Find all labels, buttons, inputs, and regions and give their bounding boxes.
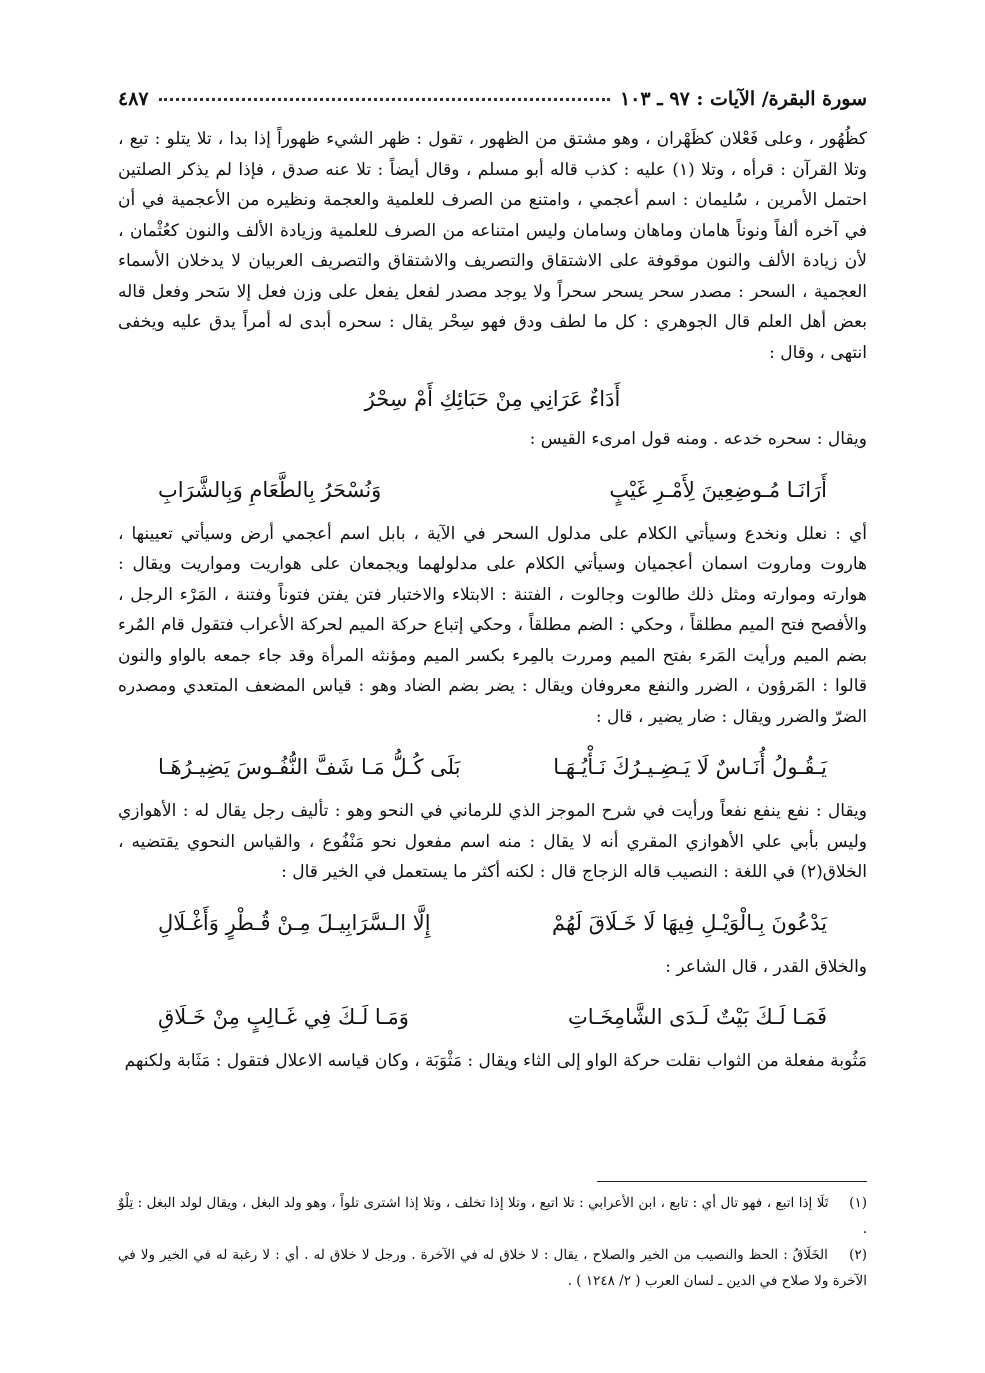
paragraph-1: كظُهُور ، وعلى فَعْلان كظَهْران ، وهو مشتق من الظهور ، تقول : ظهر الشيء ظهوراً إذا بدا ، تلا يتلو : تبع ، وتلا القرآن : قرأه ، وتلا (١) عليه : كذب قاله أبو مسلم ، وقال أيضاً : تلا عنه صدق ، فإذا لم يذكر الصلتين احتمل الأمرين ، سُليمان : اسم أعجمي ، وامتنع من الصرف للعلمية والعجمة ونظيره من الأعجمية في أن في آخره ألفاً ونوناً هامان وماهان وسامان وليس امتناعه من الصرف للعلمية وزيادة الألف والنون كعُثْمان ، لأن زيادة الألف والنون موقوفة على الاشتقاق والتصريف والاشتقاق والتصريف العربيان لا يدخلان الأسماء العجمية ، السحر : مصدر سحر يسحر سحراً ولا يوجد مصدر لفعل يفعل على وزن فعل إلا سَحر وفعل قاله بعض أهل العلم قال الجوهري : كل ما لطف ودق فهو سِحْر يقال : سحره أبدى له أمراً يدق عليه ويخفى انتهى ، وقال : (118, 129, 867, 363)
verse-4 (158, 906, 827, 940)
footnote-2-number: (٢) (849, 1247, 867, 1263)
verse-5-first-hemistich: فَمَـا لَـكَ بَيْتٌ لَـدَى الشَّامِخَـاتِ (568, 1005, 827, 1029)
footnote-2 (118, 1242, 867, 1294)
footnote-2-text: الخَلَاقُ : الحظ والنصيب من الخير والصلاح ، يقال : لا خلاق له في الآخرة . ورجل لا خلاق له . أي : لا رغبة له في الخير ولا في الآخرة ولا صلاح في الدين ـ لسان العرب ( ٢/ ١٢٤٨ ) . (118, 1247, 867, 1289)
footnotes (118, 1190, 867, 1294)
main-text (118, 124, 867, 1077)
footnote-divider (597, 1181, 867, 1182)
verse-3-first-hemistich: يَـقُـولُ أُنَـاسٌ لَا يَـضِـيـرُكَ نَـأْيُـهَـا (553, 755, 827, 779)
verse-3 (158, 750, 827, 784)
verse-2 (158, 473, 827, 507)
footnote-1-number: (١) (849, 1195, 867, 1211)
verse-4-second-hemistich: إِلَّا الـسَّرَابِيـلَ مِـنْ قُـطْرٍ وَأَغْـلَالِ (158, 910, 431, 935)
verse-4-first-hemistich: يَدْعُونَ بِـالْوَيْـلِ فِيهَا لَا خَـلَاقَ لَهُمْ (551, 910, 827, 935)
page-number: ٤٨٧ (118, 88, 149, 110)
verse-5 (158, 1000, 827, 1034)
paragraph-5: والخلاق القدر ، قال الشاعر : (665, 956, 867, 977)
footnote-1-text: تَلَا إذا اتبع ، فهو تال أي : تابع ، ابن الأعرابي : تلا اتبع ، وتلا إذا تخلف ، وتلا إذا اشترى تلواً ، وهو ولد البغل ، ويقال لولد البغل : تِلْوٌ . (118, 1195, 867, 1237)
paragraph-4: ويقال : نفع ينفع نفعاً ورأيت في شرح الموجز الذي للرماني في النحو وهو : تأليف رجل يقال له : الأهوازي وليس بأبي علي الأهوازي المقري أنه لا يقال : منه اسم مفعول نحو مَنْفُوع ، والقياس النحوي يقتضيه ، الخلاق(٢) في اللغة : النصيب قاله الزجاج قال : لكنه أكثر ما يستعمل في الخير قال : (118, 801, 867, 882)
paragraph-6: مَثُوبة مفعلة من الثواب نقلت حركة الواو إلى الثاء ويقال : مَثْوَبَة ، وكان قياسه الاعلال فتقول : مَثَابة ولكنهم (124, 1051, 867, 1071)
verse-3-second-hemistich: بَلَى كُـلُّ مَـا شَفَّ النُّفُـوسَ يَضِيـرُهَـا (158, 755, 461, 779)
verse-1: أَدَاءٌ عَرَانِي مِنْ حَبَائِكِ أَمْ سِحْرُ (364, 387, 621, 411)
header-dot-leader (159, 97, 610, 101)
footnote-1 (118, 1190, 867, 1242)
paragraph-2: ويقال : سحره خدعه . ومنه قول امرىء القيس : (529, 429, 867, 449)
running-header (118, 84, 867, 114)
chapter-title: سورة البقرة/ الآيات : ٩٧ ـ ١٠٣ (619, 88, 867, 110)
verse-2-second-hemistich: وَنُسْحَرُ بِالطَّعَامِ وَبِالشَّرَابِ (158, 477, 382, 502)
paragraph-3: أي : نعلل ونخدع وسيأتي الكلام على مدلول السحر في الآية ، بابل اسم أعجمي أرض وسيأتي تعيينها ، هاروت وماروت اسمان أعجميان وسيأتي الكلام على مدلولهما ويجمعان على هواريت ومواريت ويقال : هوارته وموارته ومثل ذلك طالوت وجالوت ، الفتنة : الابتلاء والاختبار فتن يفتن فتوناً وفتنة ، المَرْء الرجل ، والأفصح فتح الميم مطلقاً ، وحكي : الضم مطلقاً ، وحكي إتباع حركة الميم لحركة الأعراب فتقول قام المُرء بضم الميم ورأيت المَرء بفتح الميم ومررت بالمِرء بكسر الميم ومؤنثه المرأة وقد جاء جمعه بالواو والنون قالوا : المَرؤون ، الضرر والنفع معروفان ويقال : يضر بضم الضاد وهو : قياس المضعف المتعدي ومصدره الضرّ والضرر ويقال : ضار يضير ، قال : (118, 523, 867, 727)
verse-2-first-hemistich: أَرَانَـا مُـوضِعِينَ لِأَمْـرِ غَيْبٍ (609, 477, 827, 502)
verse-5-second-hemistich: وَمَـا لَـكَ فِي غَـالِبٍ مِنْ خَـلَاقِ (158, 1005, 409, 1029)
